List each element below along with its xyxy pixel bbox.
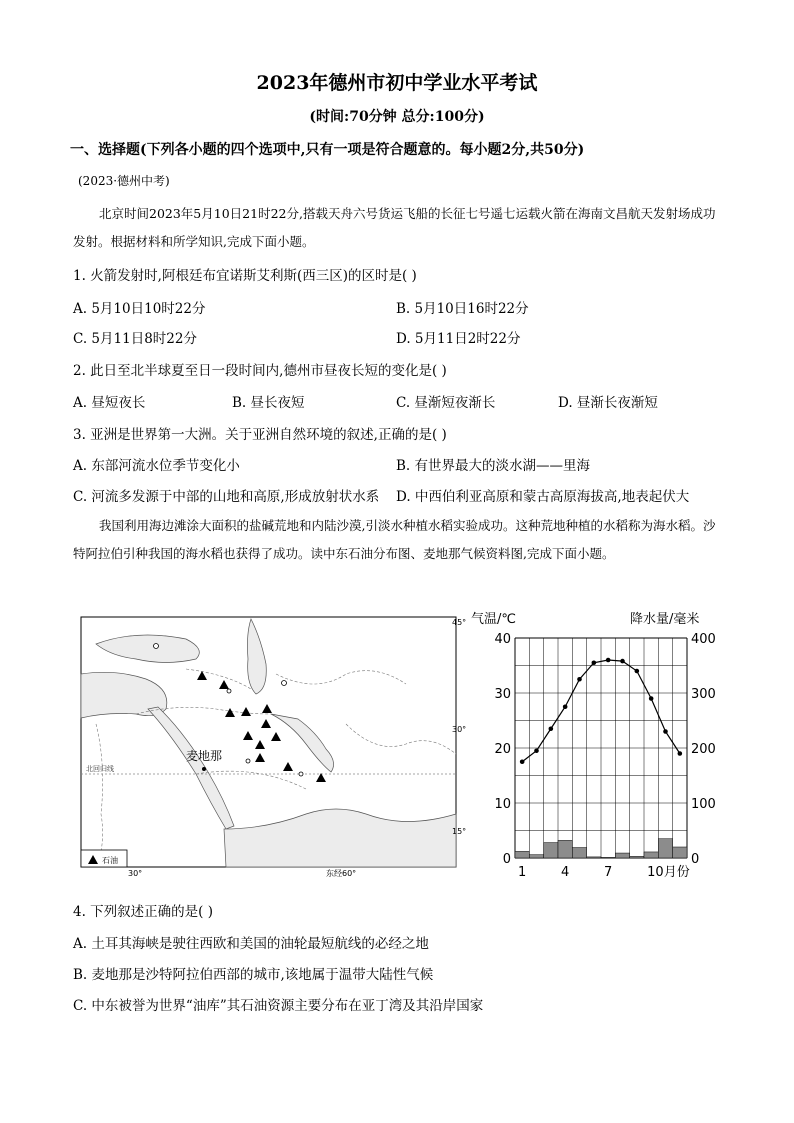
temperature-point <box>563 704 568 709</box>
precip-bar <box>515 851 529 858</box>
precip-bar <box>587 857 601 858</box>
month-tick-label: 7 <box>604 865 613 880</box>
precip-bar <box>658 839 672 858</box>
precip-tick-label: 100 <box>691 797 716 812</box>
temperature-point <box>649 696 654 701</box>
q3-option-d[interactable]: D. 中西伯利亚高原和蒙古高原海拔高,地表起伏大 <box>396 489 690 505</box>
page-title: 2023年德州市初中学业水平考试 <box>256 72 538 94</box>
q3-option-a[interactable]: A. 东部河流水位季节变化小 <box>73 458 240 474</box>
temp-tick-label: 10 <box>494 797 511 812</box>
lat-30-label: 30° <box>452 725 467 734</box>
lat-45-label: 45° <box>452 618 467 627</box>
precip-tick-label: 300 <box>691 687 716 702</box>
question-3-stem: 3. 亚洲是世界第一大洲。关于亚洲自然环境的叙述,正确的是( ) <box>73 427 447 443</box>
temp-axis-title: 气温/℃ <box>471 612 516 627</box>
temperature-point <box>635 669 640 674</box>
lat-15-label: 15° <box>452 827 467 836</box>
month-tick-label: 4 <box>561 865 570 880</box>
medina-label: 麦地那 <box>186 749 223 763</box>
precip-bar <box>572 848 586 858</box>
q2-option-a[interactable]: A. 昼短夜长 <box>73 395 146 411</box>
temperature-point <box>606 658 611 663</box>
q3-option-b[interactable]: B. 有世界最大的淡水湖——里海 <box>396 458 591 474</box>
temperature-point <box>520 759 525 764</box>
temperature-point <box>678 751 683 756</box>
exam-info: (时间:70分钟 总分:100分) <box>309 109 485 125</box>
temperature-point <box>549 726 554 731</box>
source-tag: (2023·德州中考) <box>78 174 170 188</box>
q1-option-a[interactable]: A. 5月10日10时22分 <box>73 301 206 317</box>
temperature-point <box>592 660 597 665</box>
q4-option-a[interactable]: A. 土耳其海峡是驶往西欧和美国的油轮最短航线的必经之地 <box>73 936 429 952</box>
precip-bar <box>544 843 558 858</box>
q2-option-c[interactable]: C. 昼渐短夜渐长 <box>396 395 496 411</box>
month-tick-label: 1 <box>518 865 527 880</box>
lon-60-label: 东经60° <box>326 869 357 878</box>
precip-tick-label: 200 <box>691 742 716 757</box>
precip-tick-label: 0 <box>691 852 700 867</box>
section-heading: 一、选择题(下列各小题的四个选项中,只有一项是符合题意的。每小题2分,共50分) <box>70 142 585 158</box>
lon-30-label: 30° <box>128 869 143 878</box>
question-2-stem: 2. 此日至北半球夏至日一段时间内,德州市昼夜长短的变化是( ) <box>73 363 447 379</box>
q1-option-c[interactable]: C. 5月11日8时22分 <box>73 331 197 347</box>
medina-marker <box>202 767 206 771</box>
medina-climate-chart <box>470 605 728 885</box>
temp-tick-label: 30 <box>494 687 511 702</box>
precip-bar <box>644 852 658 858</box>
precip-axis-title: 降水量/毫米 <box>630 612 700 627</box>
tropic-label: 北回归线 <box>86 765 114 773</box>
passage-2: 我国利用海边滩涂大面积的盐碱荒地和内陆沙漠,引淡水种植水稻实验成功。这种荒地种植的水稻称为海水稻。沙特阿拉伯引种我国的海水稻也获得了成功。读中东石油分布图、麦地那气候资料图,完成下面小题。 <box>73 518 716 561</box>
q4-option-b[interactable]: B. 麦地那是沙特阿拉伯西部的城市,该地属于温带大陆性气候 <box>73 967 434 983</box>
passage-1: 北京时间2023年5月10日21时22分,搭载天舟六号货运飞船的长征七号遥七运载火箭在海南文昌航天发射场成功发射。根据材料和所学知识,完成下面小题。 <box>73 206 716 249</box>
temperature-point <box>534 748 539 753</box>
q4-option-c[interactable]: C. 中东被誉为世界“油库”其石油资源主要分布在亚丁湾及其沿岸国家 <box>73 998 484 1014</box>
precip-bar <box>529 855 543 858</box>
temperature-point <box>577 677 582 682</box>
temp-tick-label: 40 <box>494 632 511 647</box>
question-1-stem: 1. 火箭发射时,阿根廷布宜诺斯艾利斯(西三区)的区时是( ) <box>73 268 417 284</box>
q1-option-d[interactable]: D. 5月11日2时22分 <box>396 331 521 347</box>
q3-option-c[interactable]: C. 河流多发源于中部的山地和高原,形成放射状水系 <box>73 489 380 505</box>
q1-option-b[interactable]: B. 5月10日16时22分 <box>396 301 529 317</box>
precip-tick-label: 400 <box>691 632 716 647</box>
temp-tick-label: 0 <box>502 852 511 867</box>
precip-bar <box>630 856 644 858</box>
temperature-point <box>620 659 625 664</box>
precip-bar <box>558 840 572 858</box>
precip-bar <box>601 857 615 858</box>
temperature-point <box>663 729 668 734</box>
question-4-stem: 4. 下列叙述正确的是( ) <box>73 904 213 920</box>
precip-bar <box>673 847 687 858</box>
legend-oil: 石油 <box>102 856 118 865</box>
q2-option-b[interactable]: B. 昼长夜短 <box>232 395 305 411</box>
q2-option-d[interactable]: D. 昼渐长夜渐短 <box>558 395 658 411</box>
temp-tick-label: 20 <box>494 742 511 757</box>
middle-east-oil-map <box>76 614 472 878</box>
month-tick-label: 10月份 <box>647 865 690 880</box>
precip-bar <box>615 853 629 858</box>
